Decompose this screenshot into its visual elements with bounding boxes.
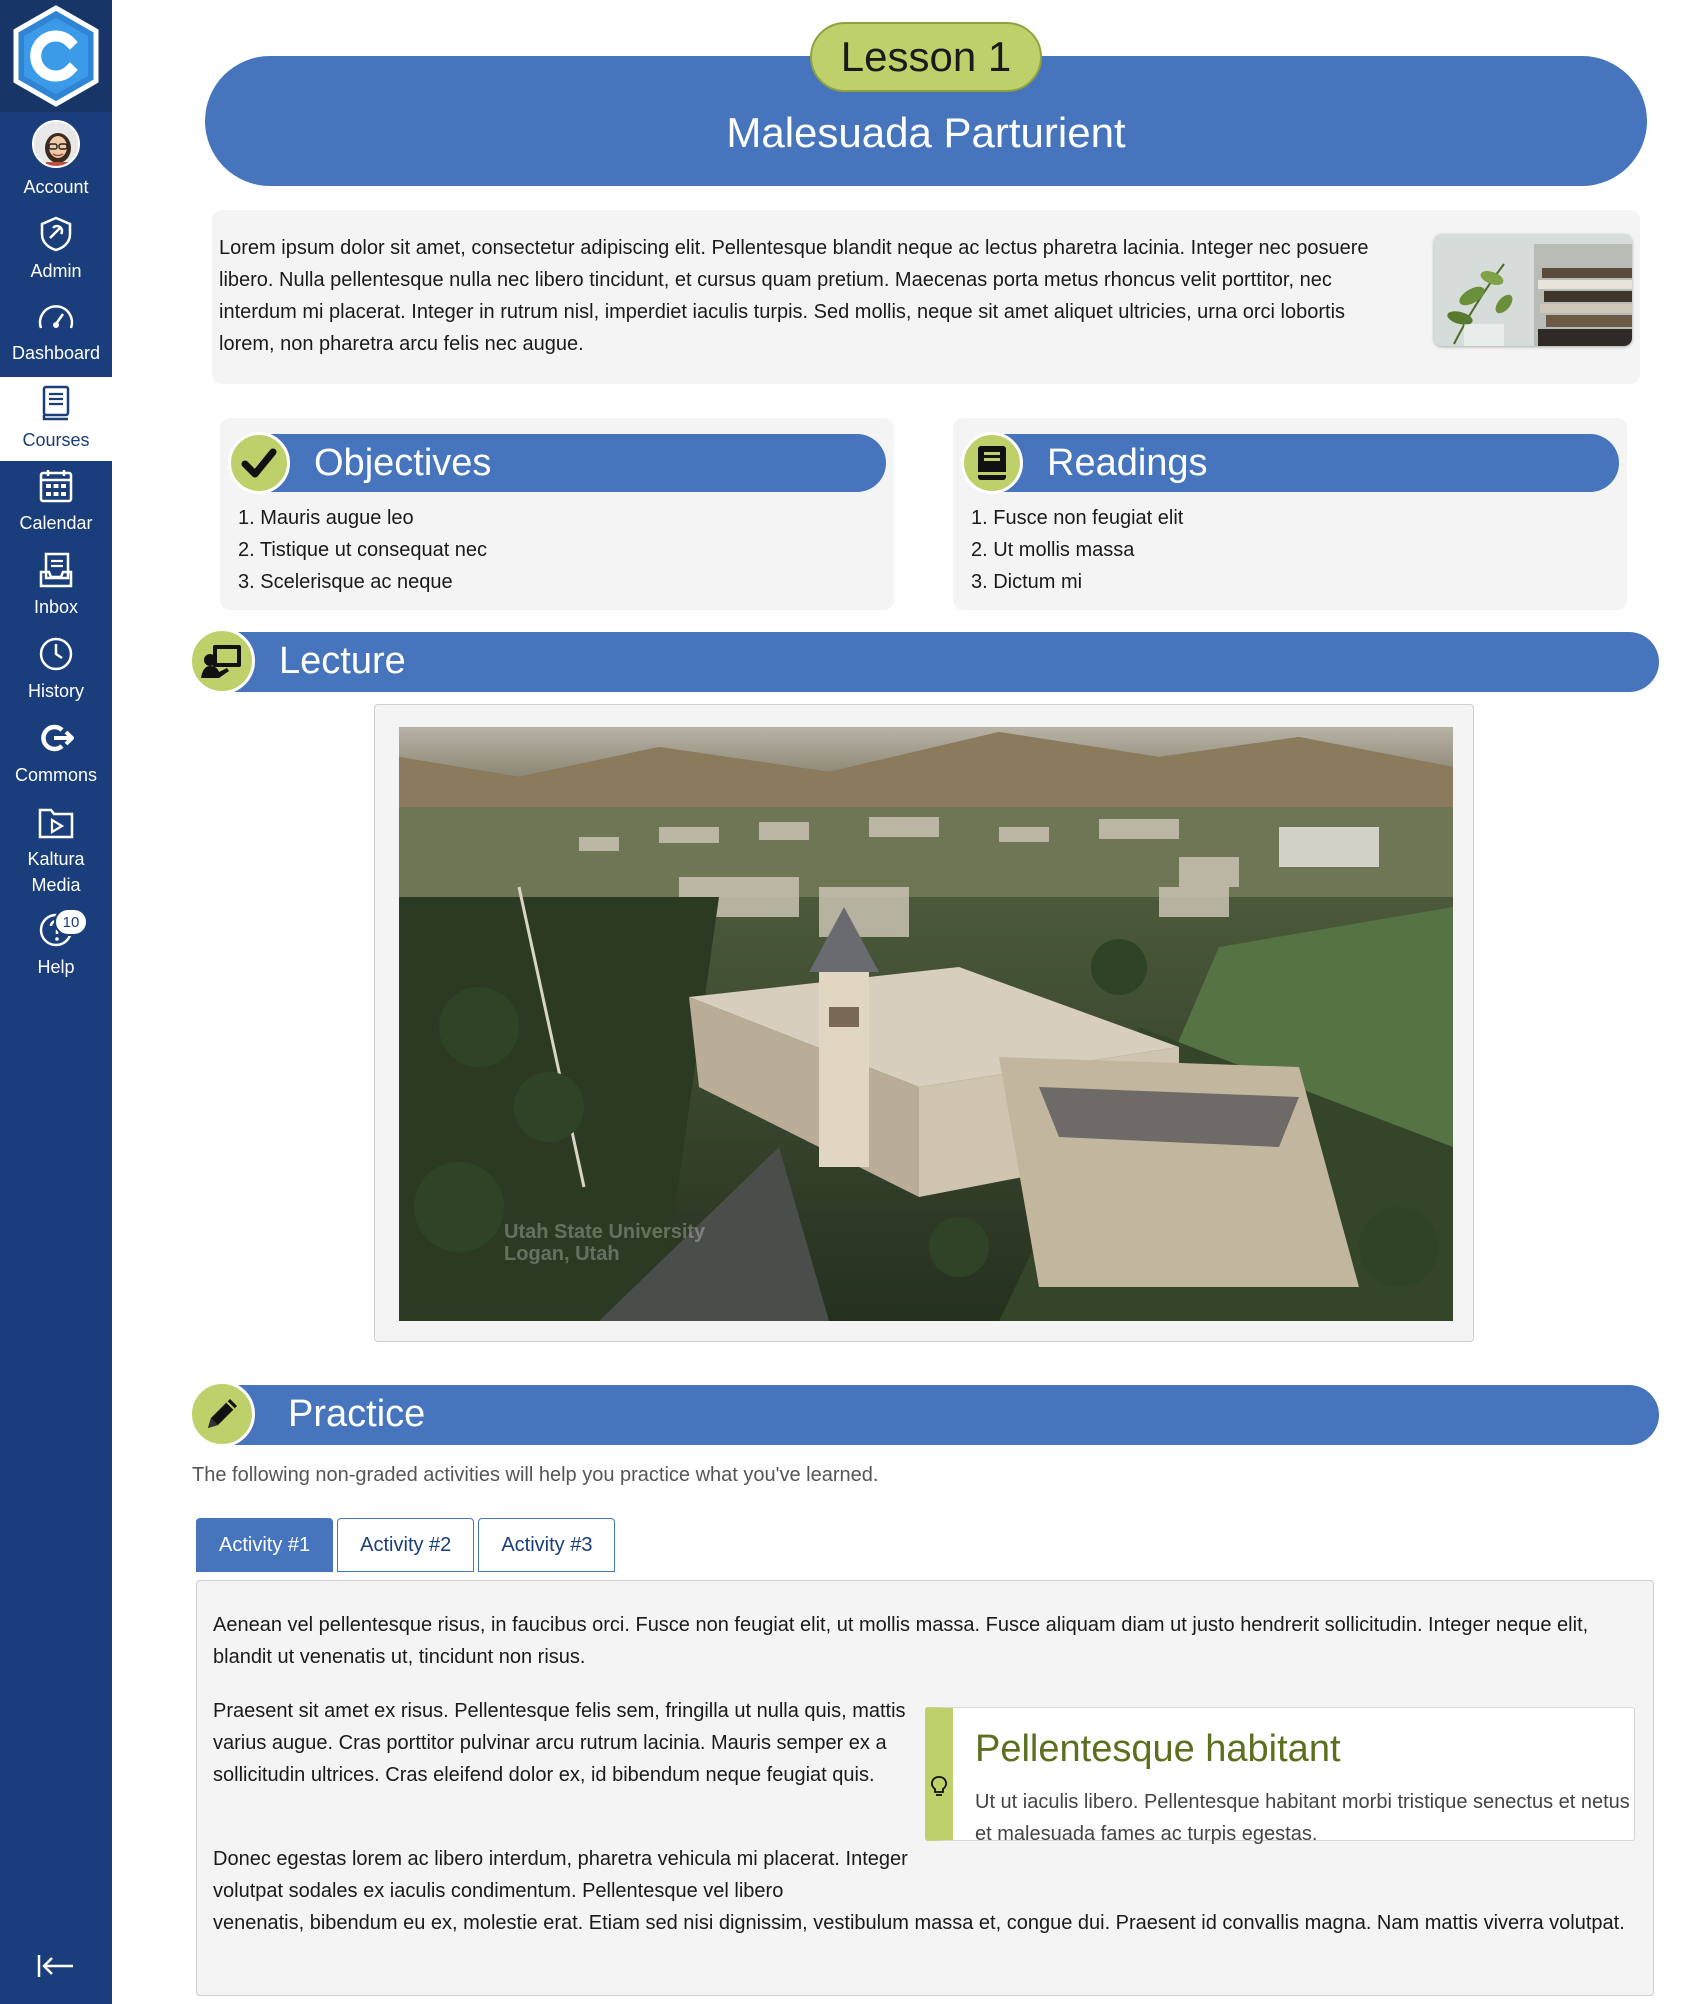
nav-commons[interactable] — [0, 720, 112, 788]
nav-admin[interactable] — [0, 216, 112, 284]
collapse-arrow-icon — [36, 1951, 76, 1981]
lecture-header — [195, 632, 1659, 692]
help-notification-badge: 10 — [54, 908, 88, 936]
nav-dashboard-label: Dashboard — [11, 343, 101, 363]
books-plant-image — [1434, 234, 1632, 346]
global-nav-sidebar — [0, 0, 112, 2004]
nav-account-label: Account — [23, 177, 89, 197]
nav-dashboard[interactable] — [0, 300, 112, 366]
canvas-logo[interactable] — [0, 0, 112, 112]
practice-intro-text: The following non-graded activities will help you practice what you've learned. — [192, 1464, 879, 1486]
objectives-header — [230, 434, 886, 492]
lightbulb-icon — [931, 1776, 947, 1798]
calendar-icon — [39, 468, 73, 504]
list-item: 3. Dictum mi — [971, 571, 1083, 593]
practice-title: Practice — [288, 1393, 426, 1435]
nav-inbox[interactable] — [0, 552, 112, 620]
objectives-card — [220, 418, 894, 610]
activity-tabs — [196, 1518, 615, 1572]
lecture-title: Lecture — [279, 640, 406, 682]
activity-paragraph-3a: Donec egestas lorem ac libero interdum, pharetra vehicula mi placerat. Integer volutpat sodales ex iaculis condimentum. Pellentesque vel libero — [213, 1848, 908, 1902]
list-item: 1. Fusce non feugiat elit — [971, 507, 1184, 529]
tab-activity-2[interactable]: Activity #2 — [337, 1518, 474, 1572]
pencil-icon — [189, 1381, 255, 1447]
activity-paragraph-3b: venenatis, bibendum eu ex, molestie erat. Etiam sed nisi dignissim, vestibulum massa et, congue dui. Praesent id convallis magna. Nam mattis viverra volutpat. — [213, 1912, 1625, 1934]
readings-title: Readings — [1047, 442, 1208, 484]
intro-panel — [212, 210, 1640, 384]
nav-kaltura-media[interactable] — [0, 804, 112, 898]
callout-text: Ut ut iaculis libero. Pellentesque habitant morbi tristique senectus et netus et malesuada fames ac turpis egestas. — [975, 1791, 1630, 1845]
nav-history-label: History — [27, 681, 84, 701]
nav-courses[interactable] — [0, 377, 112, 461]
objectives-title: Objectives — [314, 442, 492, 484]
nav-history[interactable] — [0, 636, 112, 704]
practice-header — [195, 1385, 1659, 1445]
activity-panel — [196, 1580, 1654, 1996]
nav-admin-label: Admin — [30, 261, 82, 281]
nav-account[interactable] — [0, 120, 112, 200]
checkmark-icon — [228, 432, 290, 494]
readings-list — [971, 502, 1183, 598]
readings-card — [953, 418, 1627, 610]
book-icon — [41, 385, 71, 421]
nav-help-label: Help — [37, 957, 75, 977]
commons-icon — [38, 720, 74, 756]
presentation-icon — [189, 628, 255, 694]
canvas-logo-icon — [10, 4, 102, 108]
page-title: Malesuada Parturient — [726, 109, 1126, 156]
lesson-number-badge: Lesson 1 — [810, 22, 1042, 92]
lecture-video-frame — [374, 704, 1474, 1342]
video-watermark — [504, 1221, 705, 1265]
list-item: 2. Ut mollis massa — [971, 539, 1135, 561]
nav-courses-label: Courses — [22, 430, 90, 450]
video-watermark-line2: Logan, Utah — [504, 1243, 620, 1265]
nav-commons-label: Commons — [14, 765, 98, 785]
collapse-nav-button[interactable] — [36, 1951, 76, 1986]
activity-paragraph-1: Aenean vel pellentesque risus, in faucibus orci. Fusce non feugiat elit, ut mollis massa. Fusce aliquam diam ut justo hendrerit sollicitudin. Integer neque elit, blandit ut venenatis ut, tincidunt non risus. — [213, 1614, 1589, 1668]
activity-paragraph-2: Praesent sit amet ex risus. Pellentesque felis sem, fringilla ut nulla quis, mattis varius augue. Cras porttitor pulvinar arcu rutrum lacinia. Mauris semper ex a sollicitudin ultrices. Cras eleifend dolor ex, id bibendum neque feugiat quis. — [213, 1700, 906, 1786]
objectives-list — [238, 502, 487, 598]
shield-icon — [39, 216, 73, 252]
tab-activity-1[interactable]: Activity #1 — [196, 1518, 333, 1572]
speedometer-icon — [37, 300, 75, 334]
lecture-video[interactable] — [399, 727, 1453, 1321]
list-item: 2. Tistique ut consequat nec — [238, 539, 488, 561]
list-item: 3. Scelerisque ac neque — [238, 571, 453, 593]
callout-title: Pellentesque habitant — [975, 1728, 1341, 1770]
avatar — [32, 120, 80, 168]
nav-kaltura-media-label: Kaltura Media — [27, 849, 85, 896]
list-item: 1. Mauris augue leo — [238, 507, 414, 529]
inbox-icon — [39, 552, 73, 588]
tip-callout — [925, 1707, 1635, 1845]
kaltura-icon — [38, 804, 74, 840]
tab-activity-3[interactable]: Activity #3 — [478, 1518, 615, 1572]
nav-calendar[interactable] — [0, 468, 112, 536]
nav-calendar-label: Calendar — [19, 513, 93, 533]
intro-text: Lorem ipsum dolor sit amet, consectetur adipiscing elit. Pellentesque blandit neque ac lectus pharetra lacinia. Integer nec posuere libero. Nulla pellentesque nulla nec libero tincidunt, et cursus quam pretium. Maecenas porta metus rhoncus velit porttitor, nec interdum mi placerat. Integer in rutrum nisl, imperdiet iaculis turpis. Sed mollis, neque sit amet aliquet ultricies, urna orci lobortis lorem, non pharetra arcu felis nec augue. — [219, 237, 1369, 355]
video-watermark-line1: Utah State University — [504, 1221, 706, 1243]
nav-inbox-label: Inbox — [33, 597, 79, 617]
clock-icon — [38, 636, 74, 672]
book-closed-icon — [961, 432, 1023, 494]
readings-header — [963, 434, 1619, 492]
